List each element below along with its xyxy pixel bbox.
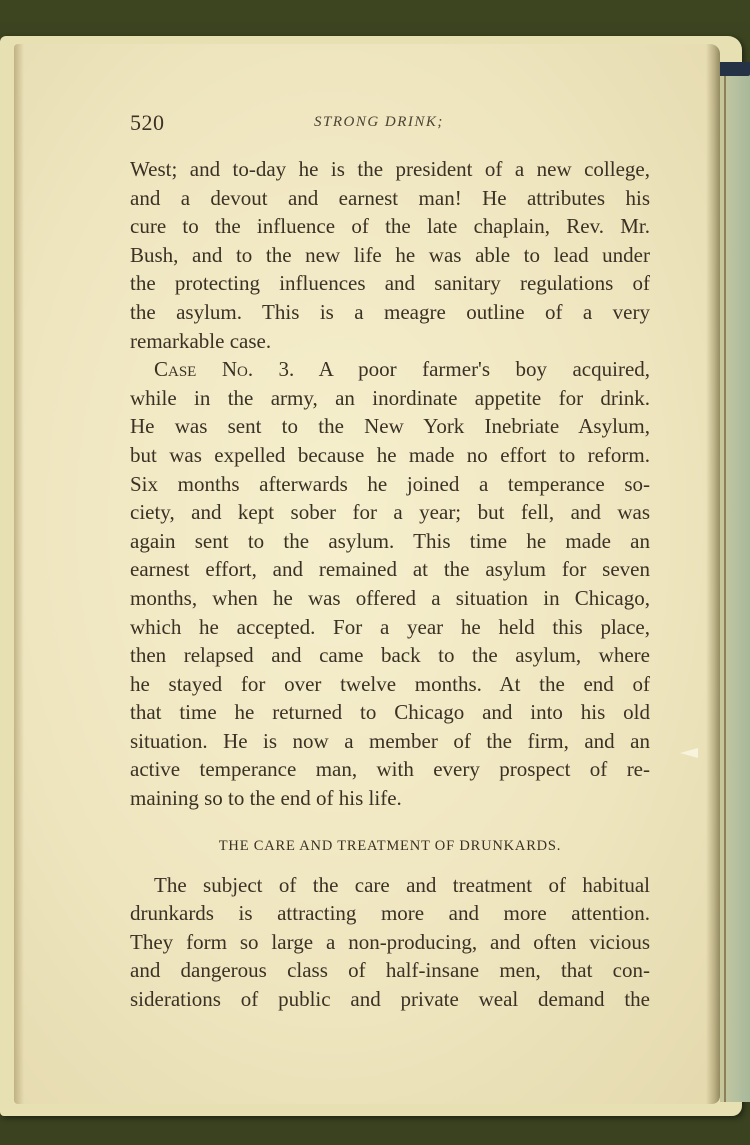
text-line: ciety, and kept sober for a year; but fell, and was [130, 500, 650, 525]
facing-page-shadow [724, 72, 726, 1102]
page-gutter-shading [706, 44, 720, 1104]
text-line: The subject of the care and treatment of habitual [154, 872, 650, 897]
page-tear-mark [680, 748, 698, 758]
text-line: then relapsed and came back to the asylum, where [130, 643, 650, 668]
text-line: remarkable case. [130, 328, 272, 353]
text-column [130, 155, 650, 1014]
text-line: which he accepted. For a year he held this place, [130, 614, 650, 639]
text-line: again sent to the asylum. This time he made an [130, 528, 650, 553]
running-head [130, 110, 650, 142]
text-line: the protecting influences and sanitary regulations of [130, 271, 650, 296]
text-line: He was sent to the New York Inebriate Asylum, [130, 414, 650, 439]
text-line: and a devout and earnest man! He attributes his [130, 185, 650, 210]
text-line: the asylum. This is a meagre outline of a very [130, 299, 650, 324]
text-line: drunkards is attracting more and more attention. [130, 901, 650, 926]
text-line: earnest effort, and remained at the asylum for seven [130, 557, 650, 582]
text-line: They form so large a non-producing, and often vicious [130, 929, 650, 954]
text-line: siderations of public and private weal demand the [130, 987, 650, 1012]
text-line: and dangerous class of half-insane men, that con- [130, 958, 650, 983]
section-heading: THE CARE AND TREATMENT OF DRUNKARDS. [218, 837, 562, 854]
text-line: active temperance man, with every prospect of re- [130, 757, 650, 782]
text-line: maining so to the end of his life. [130, 786, 402, 811]
paragraph-2 [130, 355, 650, 813]
paragraph-1 [130, 155, 650, 355]
text-line: that time he returned to Chicago and into his old [130, 700, 650, 725]
text-line: he stayed for over twelve months. At the end of [130, 671, 650, 696]
page-left-shading [14, 44, 24, 1104]
text-line-first [130, 355, 650, 384]
page-number: 520 [130, 110, 165, 135]
text-line: months, when he was offered a situation in Chicago, [130, 585, 650, 610]
paragraph-3 [130, 871, 650, 1014]
case-label: Case No. 3. [154, 357, 295, 382]
text-line: while in the army, an inordinate appetite for drink. [130, 385, 650, 410]
text-line: but was expelled because he made no effort to reform. [130, 442, 650, 467]
running-title: STRONG DRINK; [314, 114, 444, 130]
text-line-rest: A poor farmer's boy acquired, [318, 357, 651, 382]
text-line: West; and to-day he is the president of a new college, [130, 157, 650, 181]
text-line: cure to the influence of the late chaplain, Rev. Mr. [130, 214, 650, 239]
text-line: situation. He is now a member of the firm, and an [130, 728, 650, 753]
text-line: Six months afterwards he joined a temperance so- [130, 471, 650, 496]
text-line: Bush, and to the new life he was able to lead under [130, 242, 650, 267]
